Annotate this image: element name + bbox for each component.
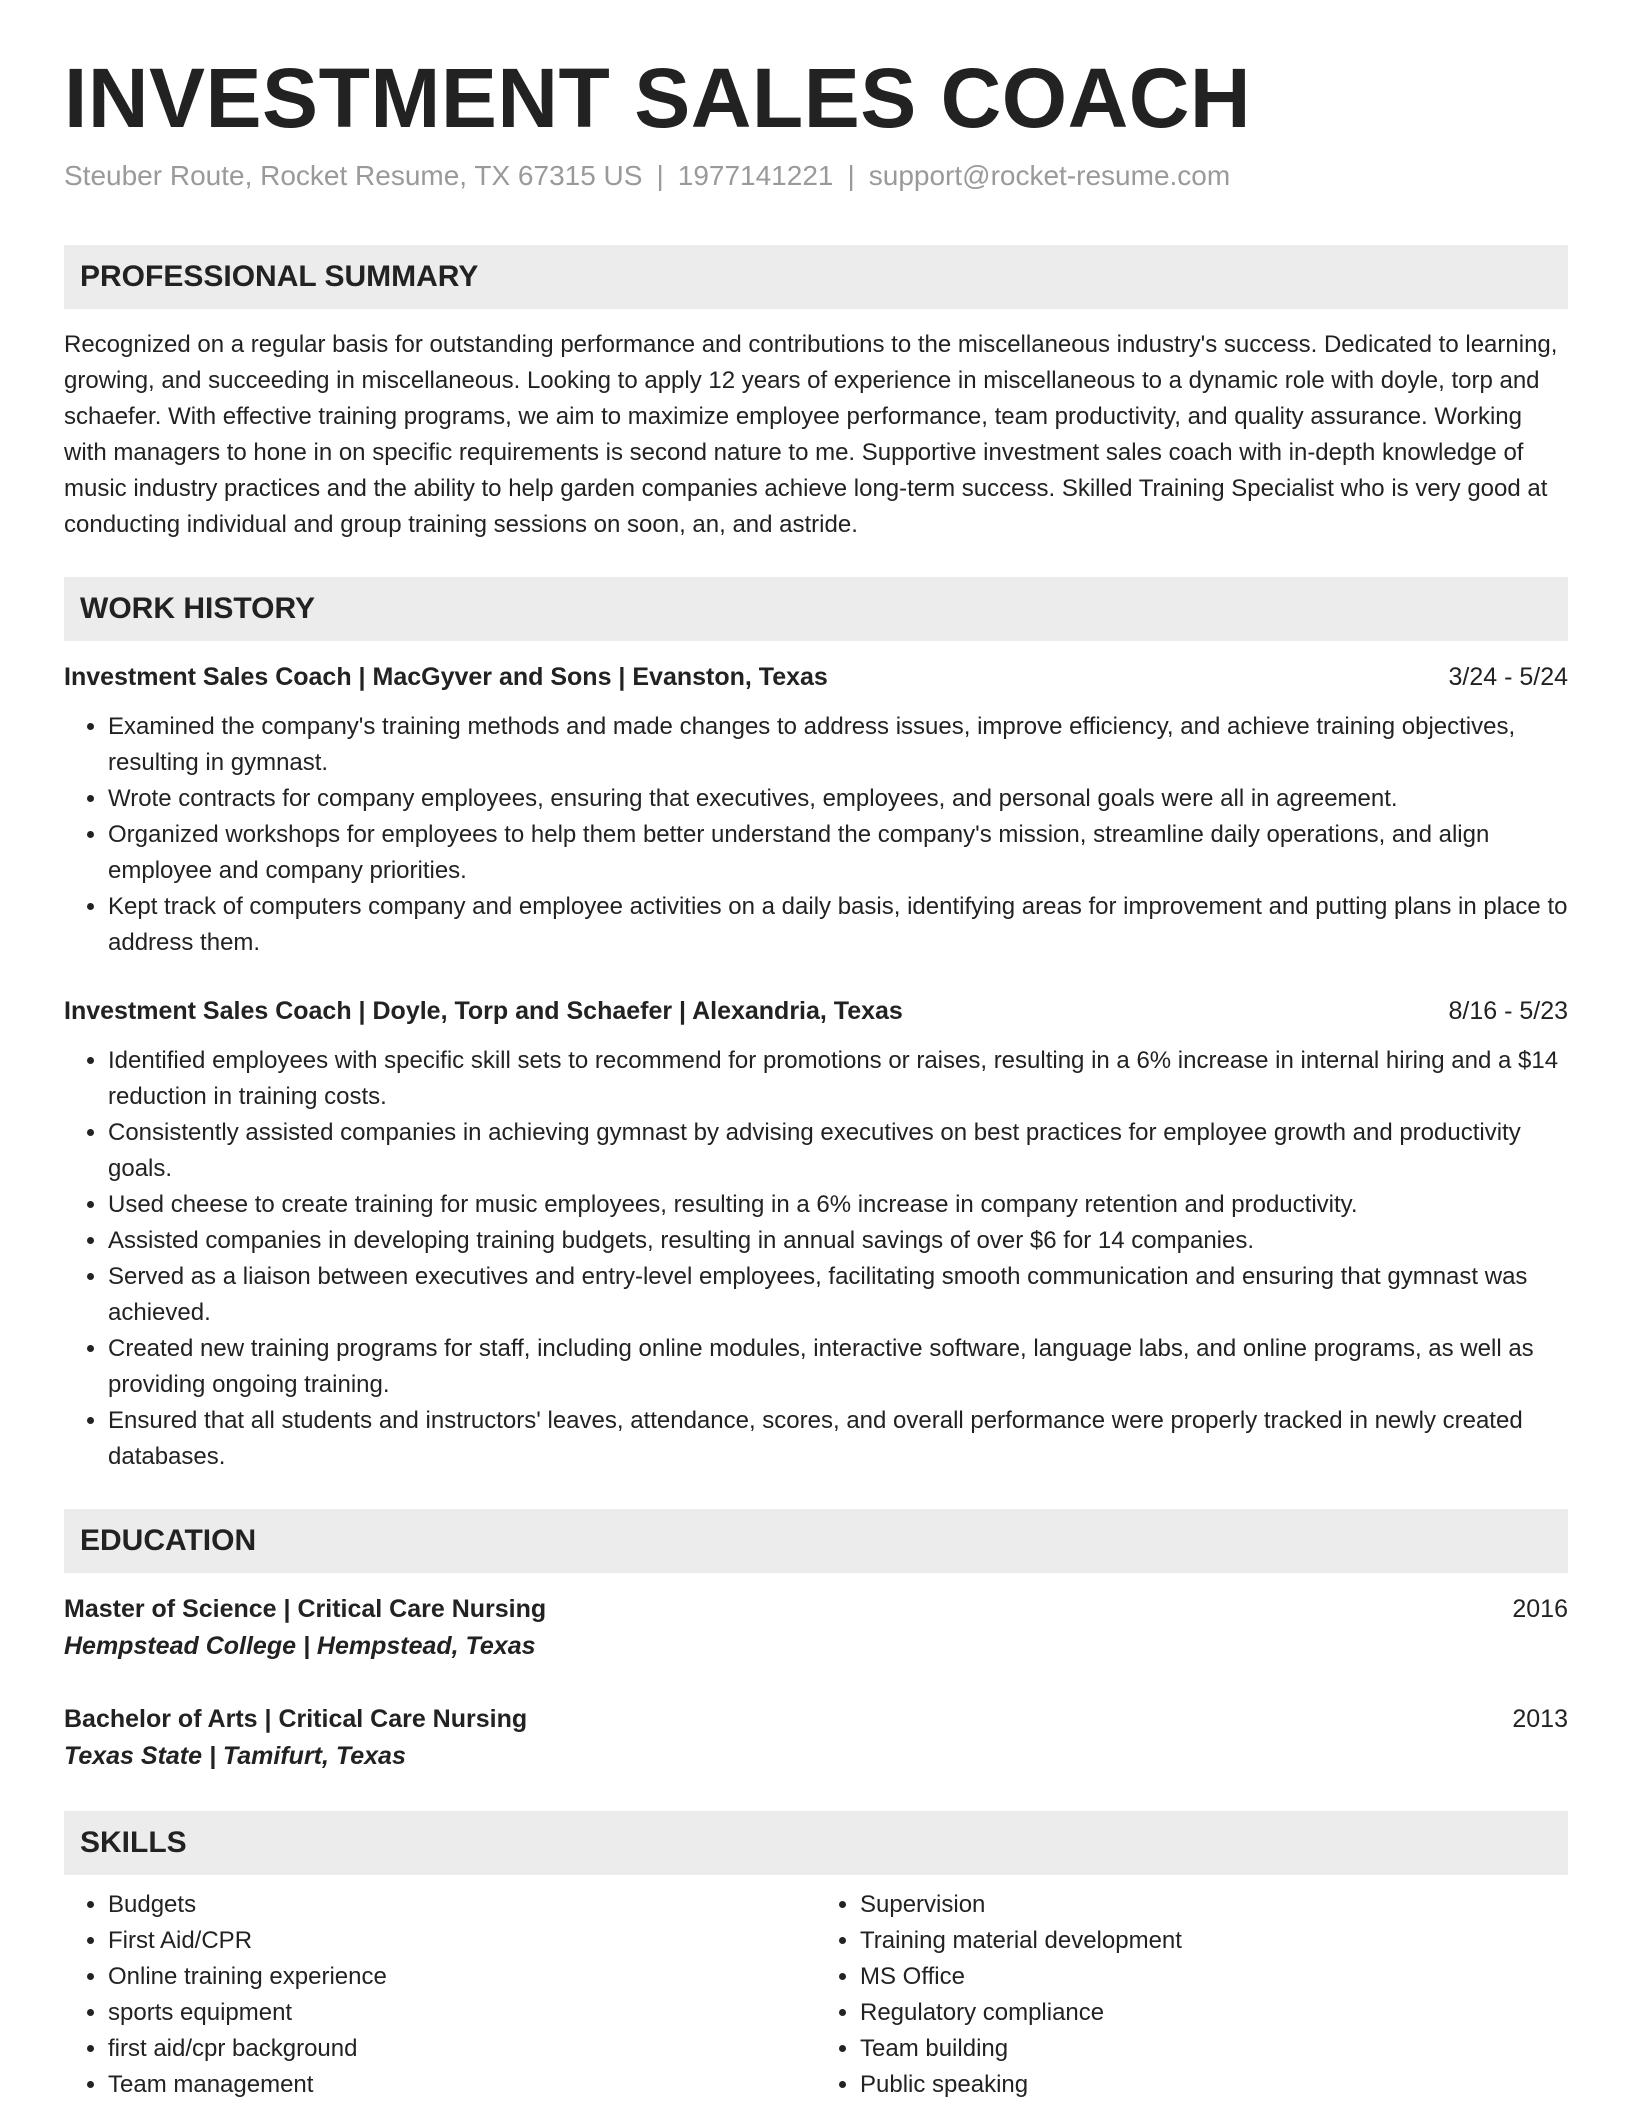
contact-phone: 1977141221 — [677, 160, 834, 192]
job-bullet: • Examined the company's training methods and made changes to address issues, improve efficiency, and achieve training objectives, resulting in gymnast. — [108, 709, 1568, 781]
skill-item: • First Aid/CPR — [108, 1923, 816, 1959]
education-degree: Master of Science | Critical Care Nursing — [64, 1594, 547, 1623]
job-bullet: • Served as a liaison between executives and entry-level employees, facilitating smooth communication and ensuring that gymnast was achieved. — [108, 1259, 1568, 1331]
contact-separator: | — [656, 160, 664, 192]
section-header-work-history: WORK HISTORY — [64, 577, 1568, 641]
job-entry — [64, 659, 1568, 961]
section-header-education: EDUCATION — [64, 1509, 1568, 1573]
job-dates: 8/16 - 5/23 — [1448, 996, 1568, 1025]
skill-item: • Public speaking — [860, 2067, 1568, 2103]
job-bullet: • Wrote contracts for company employees, ensuring that executives, employees, and personal goals were all in agreement. — [108, 781, 1568, 817]
skill-item: • sports equipment — [108, 1995, 816, 2031]
skill-item: • MS Office — [860, 1959, 1568, 1995]
education-degree: Bachelor of Arts | Critical Care Nursing — [64, 1704, 528, 1733]
job-bullet: • Kept track of computers company and employee activities on a daily basis, identifying areas for improvement and putting plans in place to address them. — [108, 889, 1568, 961]
job-bullet: • Created new training programs for staff, including online modules, interactive software, language labs, and online programs, as well as providing ongoing training. — [108, 1331, 1568, 1403]
job-header — [64, 659, 1568, 695]
contact-line — [64, 158, 1568, 194]
contact-email[interactable]: support@rocket-resume.com — [868, 160, 1231, 192]
skill-item: • Training material development — [860, 1923, 1568, 1959]
summary-text: Recognized on a regular basis for outstanding performance and contributions to the miscellaneous industry's success. Dedicated to learning, growing, and succeeding in miscellaneous. Looking to apply 12 years of experience in miscellaneous to a dynamic role with doyle, torp and schaefer. With effective training programs, we aim to maximize employee performance, team productivity, and quality assurance. Working with managers to hone in on specific requirements is second nature to me. Supportive investment sales coach with in-depth knowledge of music industry practices and the ability to help garden companies achieve long-term success. Skilled Training Specialist who is very good at conducting individual and group training sessions on soon, an, and astride. — [64, 330, 1558, 538]
job-entry — [64, 993, 1568, 1475]
skills-column-right — [816, 1887, 1568, 2103]
education-year: 2016 — [1512, 1594, 1568, 1623]
job-header — [64, 993, 1568, 1029]
education-header — [64, 1591, 1568, 1627]
job-bullets — [64, 1043, 1568, 1475]
candidate-name: INVESTMENT SALES COACH — [64, 51, 1252, 145]
skill-item: • Team management — [108, 2067, 816, 2103]
contact-separator: | — [847, 160, 855, 192]
job-bullet: • Identified employees with specific skill sets to recommend for promotions or raises, resulting in a 6% increase in internal hiring and a $14 reduction in training costs. — [108, 1043, 1568, 1115]
skills-column-left — [64, 1887, 816, 2103]
job-bullet: • Organized workshops for employees to help them better understand the company's mission, streamline daily operations, and align employee and company priorities. — [108, 817, 1568, 889]
section-header-summary: PROFESSIONAL SUMMARY — [64, 245, 1568, 309]
skill-item: • Online training experience — [108, 1959, 816, 1995]
job-dates: 3/24 - 5/24 — [1448, 662, 1568, 691]
job-title: Investment Sales Coach | Doyle, Torp and Schaefer | Alexandria, Texas — [64, 996, 903, 1025]
skill-item: • Budgets — [108, 1887, 816, 1923]
job-bullet: • Consistently assisted companies in achieving gymnast by advising executives on best practices for employee growth and productivity goals. — [108, 1115, 1568, 1187]
skill-item: • first aid/cpr background — [108, 2031, 816, 2067]
education-entry — [64, 1701, 1568, 1775]
job-bullet: • Ensured that all students and instructors' leaves, attendance, scores, and overall performance were properly tracked in newly created databases. — [108, 1403, 1568, 1475]
education-school: Hempstead College | Hempstead, Texas — [64, 1631, 536, 1660]
education-school: Texas State | Tamifurt, Texas — [64, 1741, 406, 1770]
skill-item: • Supervision — [860, 1887, 1568, 1923]
job-bullet: • Assisted companies in developing training budgets, resulting in annual savings of over $6 for 14 companies. — [108, 1223, 1568, 1259]
job-bullet: • Used cheese to create training for music employees, resulting in a 6% increase in company retention and productivity. — [108, 1187, 1568, 1223]
section-header-skills: SKILLS — [64, 1811, 1568, 1875]
skill-item: • Regulatory compliance — [860, 1995, 1568, 2031]
education-year: 2013 — [1512, 1704, 1568, 1733]
skill-item: • Team building — [860, 2031, 1568, 2067]
job-bullets — [64, 709, 1568, 961]
skills-grid — [64, 1887, 1568, 2103]
job-title: Investment Sales Coach | MacGyver and Sons | Evanston, Texas — [64, 662, 828, 691]
education-header — [64, 1701, 1568, 1737]
education-entry — [64, 1591, 1568, 1665]
contact-address: Steuber Route, Rocket Resume, TX 67315 US — [64, 160, 643, 192]
